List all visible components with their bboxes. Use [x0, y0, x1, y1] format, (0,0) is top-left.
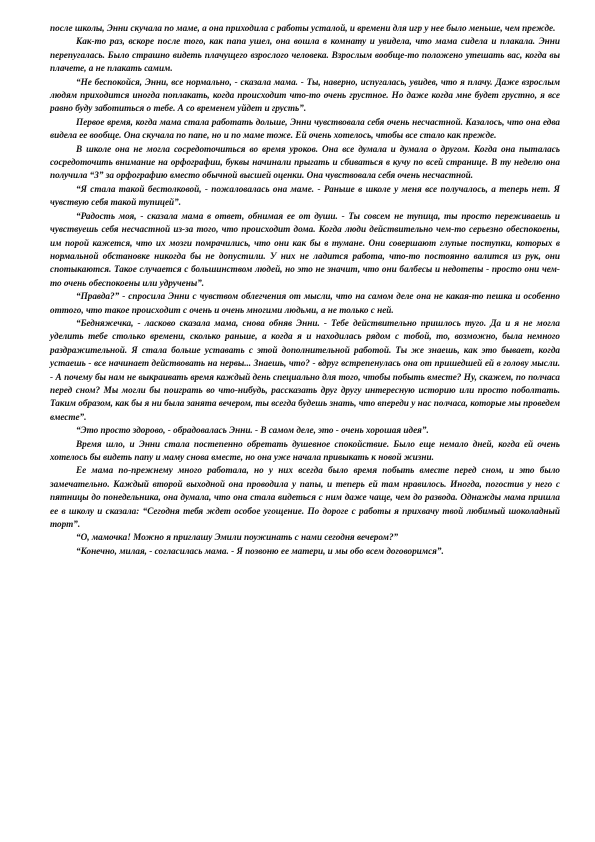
paragraph: Время шло, и Энни стала постепенно обретать душевное спокойствие. Было еще немало дней, когда ей очень хотелось бы видеть папу и маму снова вместе, но она уже начала привыкать к новой жизни. [50, 438, 560, 462]
paragraph: Первое время, когда мама стала работать дольше, Энни чувствовала себя очень несчастной. Казалось, что она едва видела ее вообще. Она скучала по папе, но и по маме тоже. Ей очень хотелось, чтобы все стало как прежде. [50, 116, 560, 141]
paragraph: “Я стала такой бестолковой, - пожаловалась она маме. - Раньше в школе у меня все получалось, а теперь нет. Я чувствую себя такой тупицей”. [50, 183, 560, 208]
paragraph: “Радость моя, - сказала мама в ответ, обнимая ее от души. - Ты совсем не тупица, ты просто переживаешь и чувствуешь себя несчастной из-за того, что происходит дома. Когда люди действительно чем-то серьезно обеспокоены, им порой кажется, что их мозги помрачились, что они как бы в тумане. Они совершают глупые поступки, которых в нормальной обстановке никогда бы не допустили. У них не ладится работа, что-то постоянно валится из рук, они спотыкаются. Такое случается с большинством людей, но это не значит, что они балбесы и недотепы - просто они чем-то очень обеспокоены или удручены”. [50, 210, 560, 288]
paragraph: “Это просто здорово, - обрадовалась Энни. - В самом деле, это - очень хорошая идея”. [76, 425, 429, 436]
paragraph: после школы, Энни скучала по маме, а она приходила с работы усталой, и времени для игр у нее было меньше, чем прежде. [50, 23, 556, 33]
paragraph: Ее мама по-прежнему много работала, но у них всегда было время побыть вместе перед сном, и это было замечательно. Каждый второй выходной она проводила у папы, и теперь ей там нравилось. Иногда, погостив у него с пятницы до понедельника, она думала, что она стала видеться с ним даже чаще, чем до развода. Однажды мама пришла ее в школу и сказала: “Сегодня тебя ждет особое угощение. По дороге с работы я прихвачу твой любимый шоколадный торт”. [50, 465, 560, 530]
paragraph: “Бедняжечка, - ласково сказала мама, снова обняв Энни. - Тебе действительно пришлось туго. Да и я не могла уделить тебе столько времени, сколько раньше, а когда я и находилась рядом с тобой, то, возможно, была немного раздражительной. Я стала больше уставать с этой дополнительной работой. Ты же знаешь, как это бывает, когда устаешь - все начинает действовать на нервы... Знаешь, что? - вдруг встрепенулась она от пришедшей ей в голову мысли. - А почему бы нам не выкраивать время каждый день специально для того, чтобы побыть вместе? Ну, скажем, по полчаса перед сном? Мы могли бы поиграть во что-нибудь, рассказать друг другу интересную историю или просто поболтать. Таким образом, как бы я ни была занята вечером, ты всегда будешь знать, что впереди у нас полчаса, которые мы проведем вместе”. [50, 317, 560, 422]
paragraph: Как-то раз, вскоре после того, как папа ушел, она вошла в комнату и увидела, что мама сидела и плакала. Энни перепугалась. Было страшно видеть плачущего взрослого человека. Взрослым вообще-то положено утешать вас, когда вы плачете, а не плакать самим. [50, 36, 560, 74]
paragraph: “Конечно, милая, - согласилась мама. - Я позвоню ее матери, и мы обо всем договоримся”. [76, 545, 444, 556]
paragraph: “О, мамочка! Можно я приглашу Эмили поужинать с нами сегодня вечером?” [76, 532, 399, 543]
paragraph: “Правда?” - спросила Энни с чувством облегчения от мысли, что на самом деле она не какая-то пешка и особенно оттого, что такое происходит с очень и очень многими людьми, а не только с ней. [50, 291, 560, 315]
paragraph: “Не беспокойся, Энни, все нормально, - сказала мама. - Ты, наверно, испугалась, увидев, что я плачу. Даже взрослым людям приходится иногда поплакать, когда происходит что-то очень грустное. Но даже когда мне будет грустно, я все равно буду заботиться о тебе. А со временем уйдет и грусть”. [50, 76, 560, 114]
document-page [50, 22, 560, 558]
paragraph: В школе она не могла сосредоточиться во время уроков. Она все думала и думала о другом. Когда она пыталась сосредоточить внимание на орфографии, буквы начинали прыгать и сбиваться в кучу по всей странице. В ту неделю она получила “3” за орфографию вместо обычной высшей оценки. Она чувствовала себя очень несчастной. [50, 143, 560, 181]
